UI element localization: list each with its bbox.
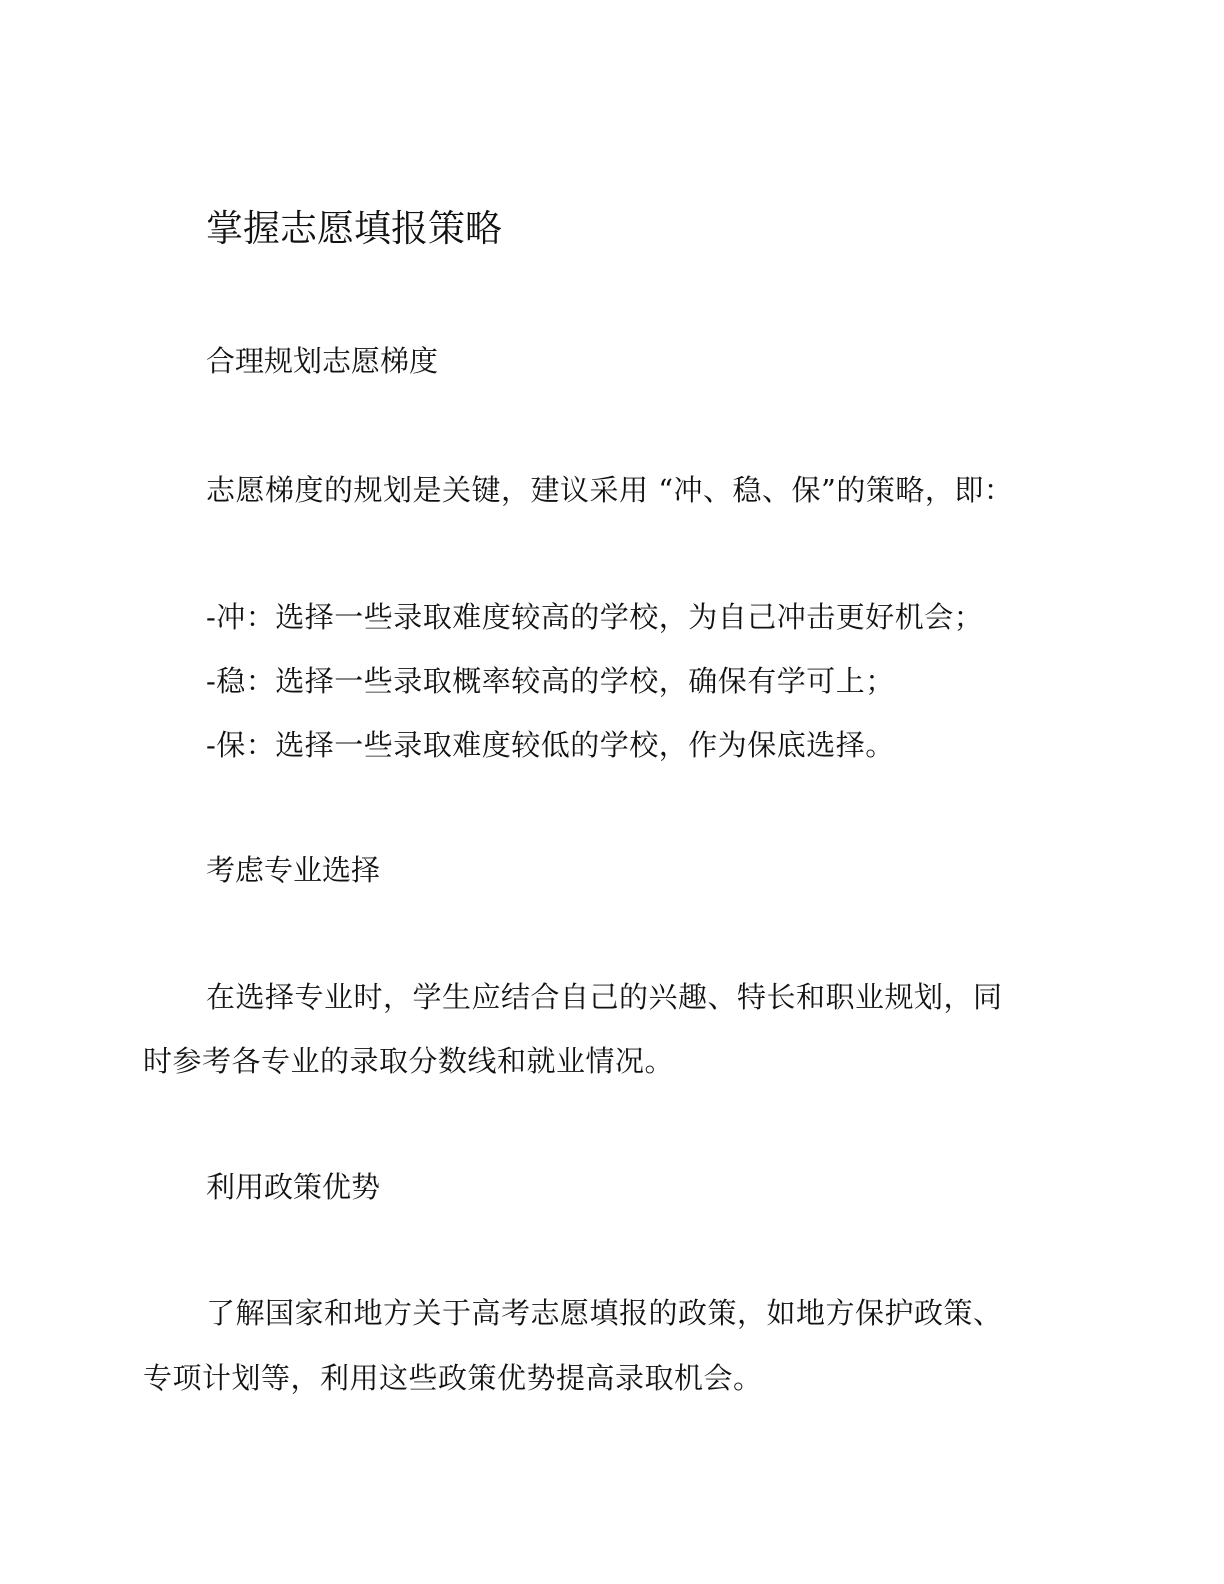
section-heading-policy-advantage: 利用政策优势 (206, 1170, 381, 1204)
paragraph-major-choice-line-2: 时参考各专业的录取分数线和就业情况。 (143, 1044, 675, 1078)
section-heading-major-choice: 考虑专业选择 (206, 853, 381, 887)
section-intro-volunteer-gradient: 志愿梯度的规划是关键，建议采用 “冲、稳、保”的策略，即： (206, 473, 1014, 507)
document-title: 掌握志愿填报策略 (206, 207, 502, 250)
paragraph-policy-line-1: 了解国家和地方关于高考志愿填报的政策，如地方保护政策、 (206, 1296, 1003, 1330)
paragraph-policy-line-2: 专项计划等，利用这些政策优势提高录取机会。 (143, 1361, 763, 1395)
list-item-chong: -冲：选择一些录取难度较高的学校，为自己冲击更好机会； (206, 600, 984, 634)
list-item-wen: -稳：选择一些录取概率较高的学校，确保有学可上； (206, 664, 895, 698)
list-item-bao: -保：选择一些录取难度较低的学校，作为保底选择。 (206, 728, 895, 762)
paragraph-major-choice-line-1: 在选择专业时，学生应结合自己的兴趣、特长和职业规划，同 (206, 980, 1003, 1014)
section-heading-volunteer-gradient: 合理规划志愿梯度 (206, 344, 439, 378)
